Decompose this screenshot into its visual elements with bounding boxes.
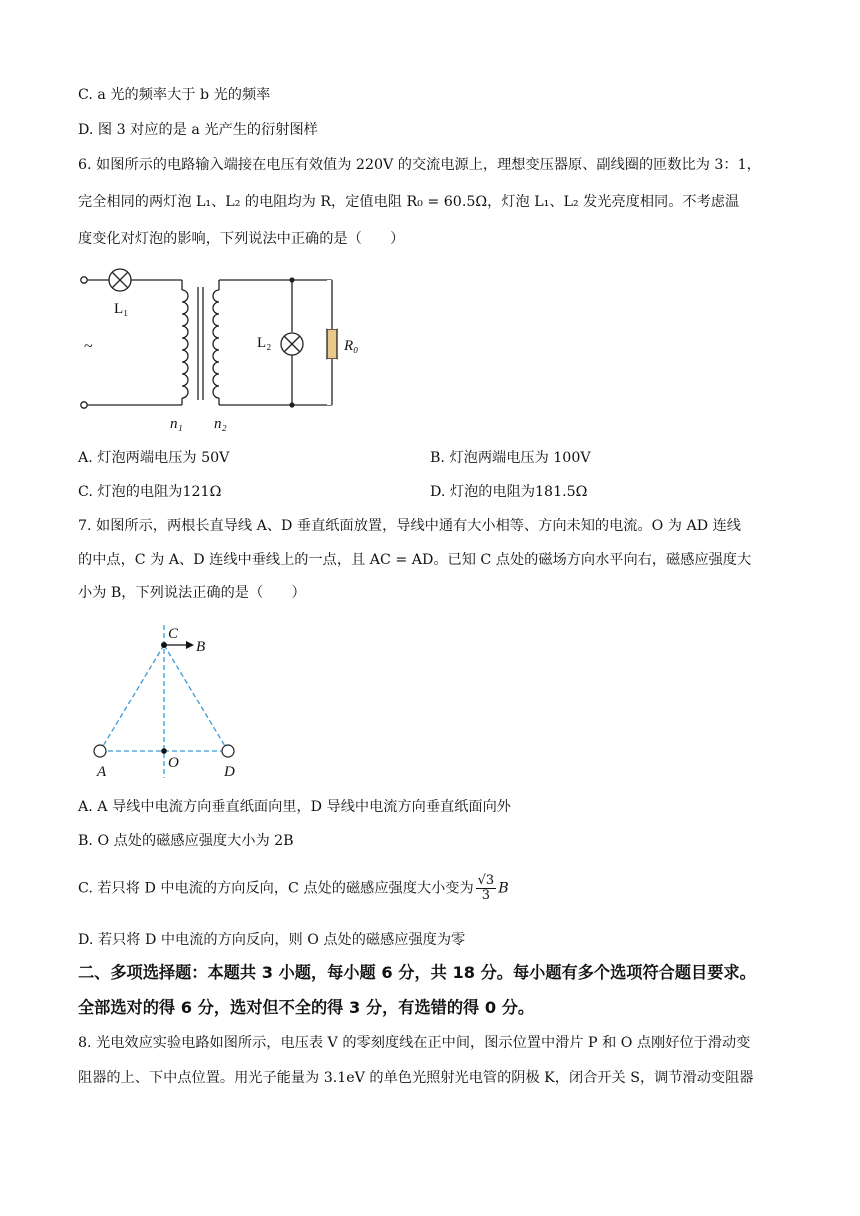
wire-a-icon (94, 745, 106, 757)
label-l2: L₂ (257, 335, 272, 351)
q6-stem-line2: 完全相同的两灯泡 L₁、L₂ 的电阻均为 R，定值电阻 R₀ = 60.5Ω，灯泡 L₁、L₂ 发光亮度相同。不考虑温 (78, 194, 740, 210)
label-n2: n₂ (214, 416, 227, 432)
q5-option-c: C. a 光的频率大于 b 光的频率 (78, 87, 271, 103)
label-a: A (97, 764, 107, 780)
q6-option-d: D. 灯泡的电阻为181.5Ω (430, 484, 588, 500)
label-n1: n₁ (170, 416, 183, 432)
label-d: D (224, 764, 235, 780)
wire-d-icon (222, 745, 234, 757)
q8-stem-line1: 8. 光电效应实验电路如图所示，电压表 V 的零刻度线在正中间，图示位置中滑片 P 和 O 点刚好位于滑动变 (78, 1035, 751, 1051)
q7-stem-line3: 小为 B，下列说法正确的是（ ） (78, 585, 306, 601)
q7-option-c-unit: B (498, 880, 509, 897)
q6-stem-line3: 度变化对灯泡的影响，下列说法中正确的是（ ） (78, 231, 405, 247)
q6-stem-line1: 6. 如图所示的电路输入端接在电压有效值为 220V 的交流电源上，理想变压器原、副线圈的匝数比为 3：1， (78, 157, 761, 173)
q6-option-c: C. 灯泡的电阻为121Ω (78, 484, 222, 500)
q7-option-d: D. 若只将 D 中电流的方向反向，则 O 点处的磁感应强度为零 (78, 932, 466, 948)
section2-heading-line2: 全部选对的得 6 分，选对但不全的得 3 分，有选错的得 0 分。 (78, 998, 535, 1017)
field-arrow-icon (186, 641, 194, 649)
fraction-numerator: √3 (477, 873, 495, 888)
ac-source-symbol: ~ (84, 338, 93, 355)
label-r0: R₀ (344, 338, 359, 354)
fraction-denominator: 3 (481, 888, 491, 903)
label-c: C (168, 626, 179, 642)
q7-magnetic-field-diagram (86, 620, 266, 780)
q6-circuit-diagram (74, 265, 374, 435)
q7-option-a: A. A 导线中电流方向垂直纸面向里，D 导线中电流方向垂直纸面向外 (78, 799, 511, 815)
label-o: O (168, 755, 179, 771)
q6-option-b: B. 灯泡两端电压为 100V (430, 450, 591, 466)
q7-option-b: B. O 点处的磁感应强度大小为 2B (78, 833, 294, 849)
q7-stem-line2: 的中点，C 为 A、D 连线中垂线上的一点，且 AC = AD。已知 C 点处的磁场方向水平向右，磁感应强度大 (78, 552, 752, 568)
sqrt3-over-3-fraction (476, 874, 497, 903)
q8-stem-line2: 阻器的上、下中点位置。用光子能量为 3.1eV 的单色光照射光电管的阴极 K，闭合开关 S，调节滑动变阻器 (78, 1070, 754, 1086)
label-b: B (196, 639, 206, 655)
section2-heading-line1: 二、多项选择题：本题共 3 小题，每小题 6 分，共 18 分。每小题有多个选项符合题目要求。 (78, 963, 756, 982)
q6-option-a: A. 灯泡两端电压为 50V (78, 450, 230, 466)
q5-option-d: D. 图 3 对应的是 a 光产生的衍射图样 (78, 122, 318, 138)
label-l1: L₁ (114, 301, 129, 317)
q7-stem-line1: 7. 如图所示，两根长直导线 A、D 垂直纸面放置，导线中通有大小相等、方向未知的电流。O 为 AD 连线 (78, 518, 741, 534)
q7-option-c (78, 874, 509, 903)
q7-option-c-text: C. 若只将 D 中电流的方向反向，C 点处的磁感应强度大小变为 (78, 880, 474, 897)
